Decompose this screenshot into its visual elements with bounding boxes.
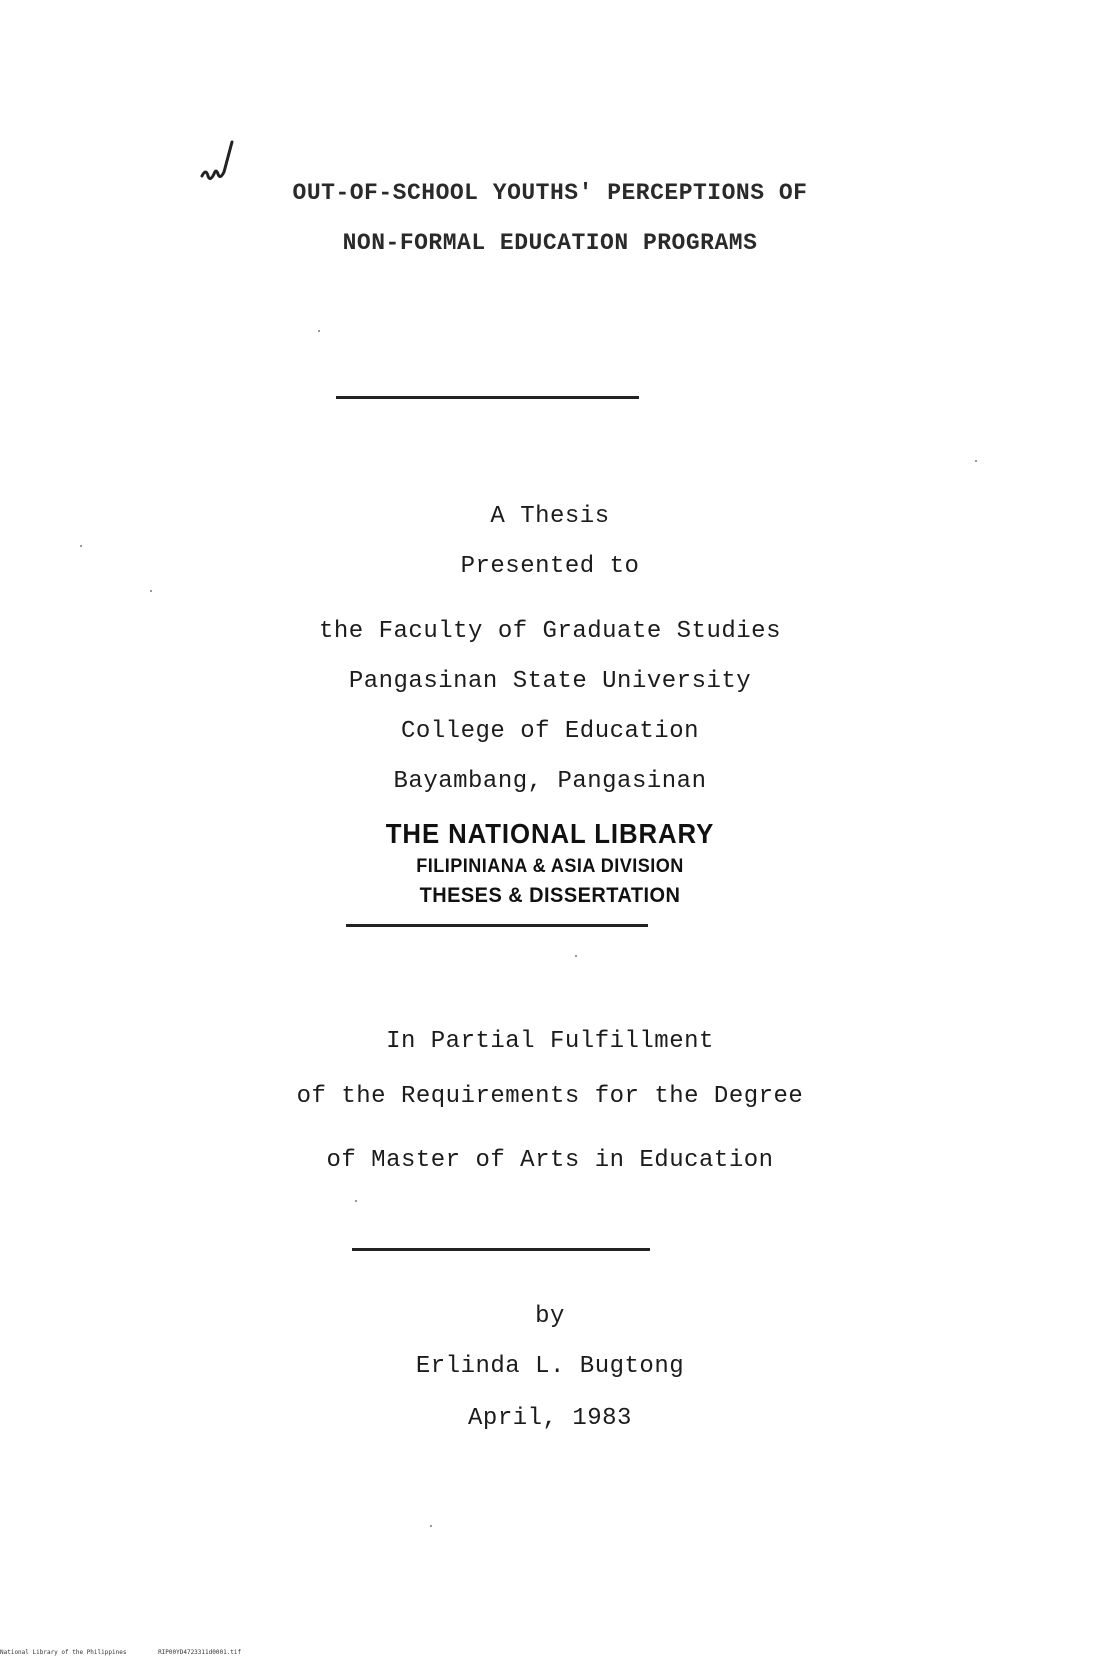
paper-speck <box>975 460 977 462</box>
paper-speck <box>318 330 320 332</box>
footer-source: National Library of the Philippines <box>0 1649 127 1656</box>
paper-speck <box>150 590 152 592</box>
fulfillment-line-1: In Partial Fulfillment <box>386 1028 714 1055</box>
thesis-title-line-1: OUT-OF-SCHOOL YOUTHS' PERCEPTIONS OF <box>292 180 808 206</box>
library-stamp-collection: THESES & DISSERTATION <box>419 884 681 907</box>
thesis-date: April, 1983 <box>468 1405 632 1432</box>
divider-middle <box>346 924 648 927</box>
by-label: by <box>535 1303 565 1330</box>
fulfillment-line-2: of the Requirements for the Degree <box>296 1083 804 1110</box>
university-name: Pangasinan State University <box>348 668 752 695</box>
presented-to-label: Presented to <box>460 553 640 580</box>
college-name: College of Education <box>400 718 700 745</box>
footer-file: RIP00YD4723311d0001.tif <box>158 1649 242 1656</box>
paper-speck <box>575 955 577 957</box>
author-name: Erlinda L. Bugtong <box>415 1353 685 1380</box>
paper-speck <box>80 545 82 547</box>
paper-speck <box>355 1200 357 1202</box>
library-stamp-title: THE NATIONAL LIBRARY <box>385 818 715 849</box>
paper-speck <box>430 1525 432 1527</box>
library-stamp-division: FILIPINIANA & ASIA DIVISION <box>416 856 684 877</box>
thesis-title-line-2: NON-FORMAL EDUCATION PROGRAMS <box>342 230 758 256</box>
thesis-label: A Thesis <box>490 503 610 530</box>
divider-bottom <box>352 1248 650 1251</box>
scan-footer <box>0 1649 269 1656</box>
faculty-name: the Faculty of Graduate Studies <box>319 618 781 645</box>
fulfillment-line-3: of Master of Arts in Education <box>326 1147 774 1174</box>
location: Bayambang, Pangasinan <box>393 768 707 795</box>
divider-top <box>336 396 639 399</box>
